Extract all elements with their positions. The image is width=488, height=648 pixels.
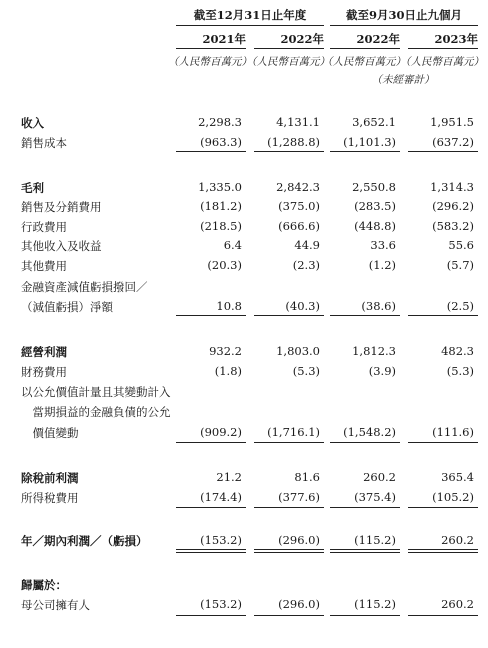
subtotal-rule [176,442,246,443]
value-cell: (1,101.3) [343,135,396,149]
value-cell: 260.2 [363,470,396,484]
subtotal-rule [254,151,324,152]
subtotal-rule [254,315,324,316]
row-label: （減值虧損）淨額 [21,300,113,314]
value-cell: 260.2 [441,533,474,547]
value-cell: (1.2) [368,258,396,272]
group-header-fiscal-year: 截至12月31日止年度 [193,8,307,22]
subtotal-rule [254,507,324,508]
row-label: 其他收入及收益 [21,239,102,253]
year-header: 2023年 [434,32,478,46]
value-cell: (5.3) [292,364,320,378]
row-label: 價值變動 [21,426,79,440]
value-cell: (2.3) [292,258,320,272]
value-cell: (583.2) [432,219,474,233]
row-label: 當期損益的金融負債的公允 [21,405,171,419]
value-cell: 365.4 [441,470,474,484]
row-label: 銷售及分銷費用 [21,200,102,214]
value-cell: (375.4) [354,490,396,504]
value-cell: (1,716.1) [267,425,320,439]
value-cell: (666.6) [278,219,320,233]
row-label: 除稅前利潤 [21,471,79,485]
year-underline [408,48,478,49]
year-underline [254,48,324,49]
row-label: 以公允價值計量且其變動計入 [21,385,171,399]
row-label: 其他費用 [21,259,67,273]
subtotal-rule [176,315,246,316]
year-header: 2022年 [280,32,324,46]
value-cell: (115.2) [354,533,396,547]
value-cell: (637.2) [432,135,474,149]
value-cell: (448.8) [354,219,396,233]
value-cell: (5.3) [446,364,474,378]
value-cell: (375.0) [278,199,320,213]
subtotal-rule [330,151,400,152]
total-double-rule [176,549,246,553]
value-cell: (153.2) [200,533,242,547]
value-cell: (111.6) [432,425,474,439]
unaudited-note: （未經審計） [371,74,435,86]
value-cell: 1,951.5 [430,115,474,129]
row-label: 母公司擁有人 [21,598,90,612]
value-cell: 2,298.3 [198,115,242,129]
unit-label: （人民幣百萬元） [322,56,406,68]
row-label: 年／期內利潤／（虧損） [21,534,148,548]
value-cell: (3.9) [368,364,396,378]
value-cell: (174.4) [200,490,242,504]
value-cell: 1,335.0 [198,180,242,194]
value-cell: (115.2) [354,597,396,611]
total-double-rule [408,549,478,553]
row-label: 金融資產減值虧損撥回／ [21,280,148,294]
value-cell: 482.3 [441,344,474,358]
value-cell: (1,548.2) [343,425,396,439]
value-cell: 10.8 [216,299,242,313]
value-cell: (909.2) [200,425,242,439]
unit-label: （人民幣百萬元） [168,56,252,68]
value-cell: (1.8) [214,364,242,378]
value-cell: (2.5) [446,299,474,313]
subtotal-rule [254,615,324,616]
unit-label: （人民幣百萬元） [246,56,330,68]
value-cell: 1,803.0 [276,344,320,358]
unit-label: （人民幣百萬元） [400,56,484,68]
subtotal-rule [176,615,246,616]
row-label: 經營利潤 [21,345,67,359]
subtotal-rule [408,615,478,616]
value-cell: 932.2 [209,344,242,358]
value-cell: (105.2) [432,490,474,504]
value-cell: (296.0) [278,597,320,611]
row-label: 行政費用 [21,220,67,234]
value-cell: 6.4 [223,238,242,252]
subtotal-rule [408,151,478,152]
row-label: 銷售成本 [21,136,67,150]
subtotal-rule [176,151,246,152]
value-cell: 3,652.1 [352,115,396,129]
total-double-rule [254,549,324,553]
value-cell: 1,812.3 [352,344,396,358]
group-underline [330,25,478,26]
value-cell: (218.5) [200,219,242,233]
value-cell: 44.9 [294,238,320,252]
subtotal-rule [330,442,400,443]
value-cell: (40.3) [285,299,320,313]
value-cell: 33.6 [370,238,396,252]
group-header-nine-months: 截至9月30日止九個月 [345,8,462,22]
subtotal-rule [408,315,478,316]
value-cell: 2,842.3 [276,180,320,194]
row-label: 毛利 [21,181,44,195]
value-cell: (181.2) [200,199,242,213]
year-header: 2022年 [356,32,400,46]
value-cell: (963.3) [200,135,242,149]
value-cell: (38.6) [361,299,396,313]
value-cell: (296.2) [432,199,474,213]
subtotal-rule [330,315,400,316]
value-cell: (377.6) [278,490,320,504]
value-cell: 81.6 [294,470,320,484]
value-cell: 4,131.1 [276,115,320,129]
value-cell: 260.2 [441,597,474,611]
row-label: 財務費用 [21,365,67,379]
value-cell: 55.6 [448,238,474,252]
subtotal-rule [254,442,324,443]
total-double-rule [330,549,400,553]
value-cell: (5.7) [446,258,474,272]
value-cell: (296.0) [278,533,320,547]
year-underline [330,48,400,49]
value-cell: 2,550.8 [352,180,396,194]
row-label: 歸屬於： [21,578,67,592]
group-underline [176,25,324,26]
year-header: 2021年 [202,32,246,46]
value-cell: (1,288.8) [267,135,320,149]
value-cell: 1,314.3 [430,180,474,194]
value-cell: (283.5) [354,199,396,213]
subtotal-rule [330,615,400,616]
year-underline [176,48,246,49]
subtotal-rule [176,507,246,508]
value-cell: 21.2 [216,470,242,484]
row-label: 收入 [21,116,44,130]
subtotal-rule [408,507,478,508]
subtotal-rule [330,507,400,508]
subtotal-rule [408,442,478,443]
value-cell: (20.3) [207,258,242,272]
value-cell: (153.2) [200,597,242,611]
row-label: 所得稅費用 [21,491,79,505]
